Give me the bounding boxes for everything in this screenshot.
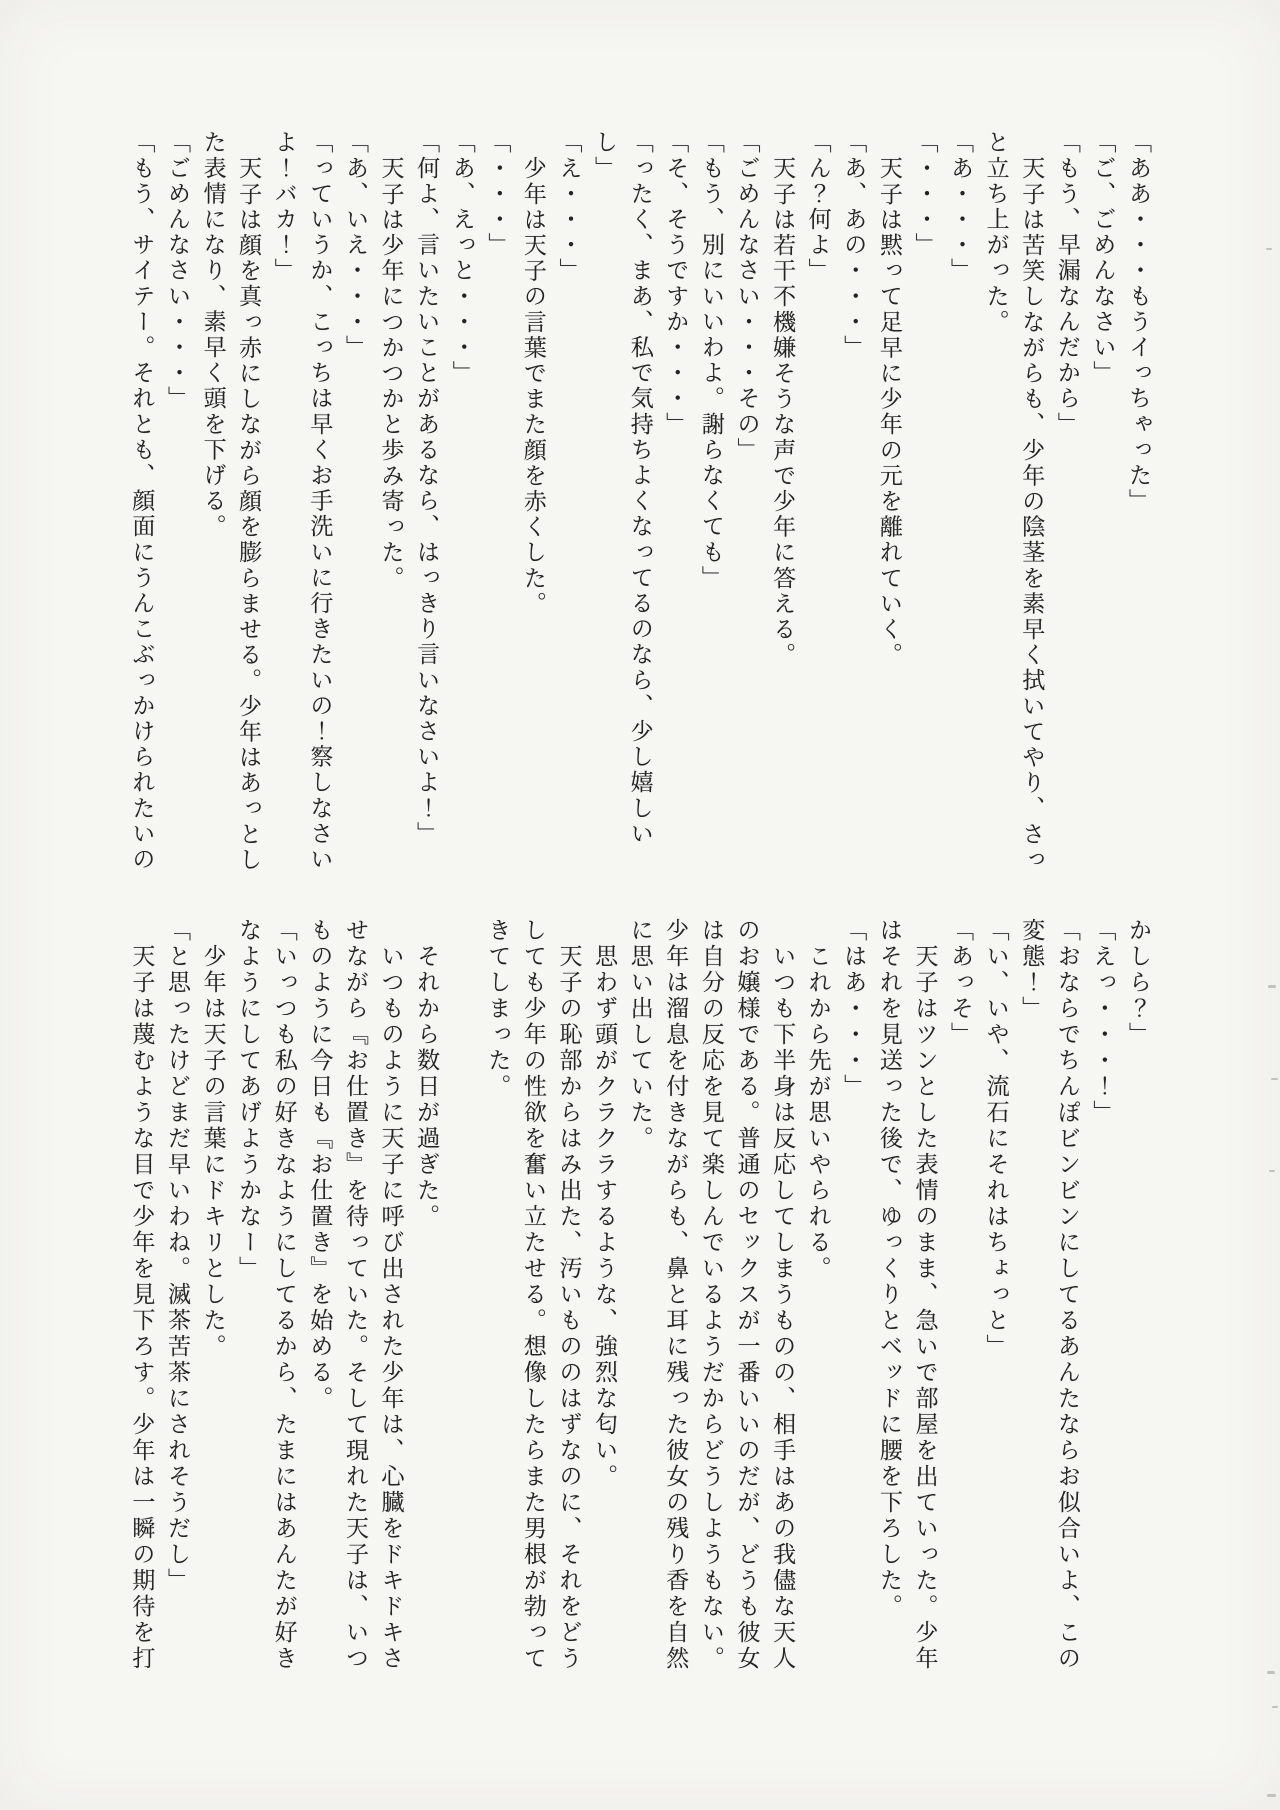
text-column: 少年は溜息を付きながらも、鼻と耳に残った彼女の残り香を自然 <box>663 918 689 1672</box>
text-column: 「ごめんなさい・・・その」 <box>734 130 760 463</box>
text-column: のお嬢様である。普通のセックスが一番いいのだが、どうも彼女 <box>734 918 760 1672</box>
text-column: 天子は黙って足早に少年の元を離れていく。 <box>876 156 902 668</box>
text-column: し」 <box>592 130 618 182</box>
text-column: 「と思ったけどまだ早いわね。滅茶苦茶にされそうだし」 <box>164 918 190 1594</box>
text-column: 「え・・・」 <box>556 130 582 284</box>
text-column: かしら？」 <box>1126 918 1151 1048</box>
text-column: 「・・・」 <box>912 130 938 258</box>
text-column: これから先が思いやられる。 <box>805 944 831 1282</box>
text-column: 「い、いや、流石にそれはちょっと」 <box>983 918 1009 1360</box>
text-column: なようにしてあげようかなー」 <box>236 918 262 1282</box>
text-column: 思わず頭がクラクラするような、強烈な匂い。 <box>592 944 618 1490</box>
text-column: せながら『お仕置き』を待っていた。そして現れた天子は、いつ <box>342 918 368 1672</box>
text-column: 「ごめんなさい・・・」 <box>164 130 190 412</box>
text-column: 「あ、いえ・・・」 <box>342 130 368 361</box>
text-column: 天子は少年につかつかと歩み寄った。 <box>378 156 404 592</box>
text-column: 「はあ・・・」 <box>841 918 867 1100</box>
text-column: た表情になり、素早く頭を下げる。 <box>200 130 226 540</box>
text-row-upper <box>123 130 1156 882</box>
text-column: 「そ、そうですか・・・」 <box>663 130 689 438</box>
text-column: 変態！」 <box>1019 918 1045 1022</box>
text-column: に思い出していた。 <box>627 918 653 1152</box>
text-column: 「もう、別にいいわよ。謝らなくても」 <box>698 130 724 591</box>
text-column: 少年は天子の言葉にドキリとした。 <box>200 944 226 1360</box>
text-column: 「もう、早漏なんだから」 <box>1054 130 1080 438</box>
text-column: 天子はツンとした表情のまま、急いで部屋を出ていった。少年 <box>912 944 938 1672</box>
text-column: しても少年の性欲を奮い立たせる。想像したらまた男根が勃って <box>520 918 546 1672</box>
text-column: いつも下半身は反応してしまうものの、相手はあの我儘な天人 <box>770 944 796 1672</box>
text-column: いつものように天子に呼び出された少年は、心臓をドキドキさ <box>378 944 404 1672</box>
text-row-lower <box>123 918 1156 1682</box>
text-column: ものように今日も『お仕置き』を始める。 <box>307 918 333 1412</box>
text-column: 「えっ・・・！」 <box>1090 918 1116 1126</box>
text-column: 天子は苦笑しながらも、少年の陰茎を素早く拭いてやり、さっ <box>1019 156 1045 873</box>
blank-column <box>444 918 480 1682</box>
text-column: 「あっそ」 <box>948 918 974 1048</box>
text-column: 「いっつも私の好きなようにしてるから、たまにはあんたが好き <box>271 918 297 1672</box>
text-column: はそれを見送った後で、ゆっくりとベッドに腰を下ろした。 <box>876 918 902 1620</box>
text-column: 天子は蔑むような目で少年を見下ろす。少年は一瞬の期待を打 <box>129 944 155 1672</box>
text-column: よ！バカ！」 <box>271 130 297 284</box>
text-column: 「ったく、まあ、私で気持ちよくなってるのなら、少し嬉しい <box>627 130 653 847</box>
text-column: 「あ・・・」 <box>948 130 974 284</box>
text-column: 「あ、えっと・・・」 <box>449 130 475 386</box>
text-column: 「ん？何よ」 <box>805 130 831 284</box>
text-column: 「もう、サイテー。それとも、顔面にうんこぶっかけられたいの <box>129 130 155 873</box>
text-column: 「っていうか、こっちは早くお手洗いに行きたいの！察しなさい <box>307 130 333 873</box>
text-column: と立ち上がった。 <box>983 130 1009 335</box>
text-column: 「あ、あの・・・」 <box>841 130 867 361</box>
text-column: 「おならでちんぽビンビンにしてるあんたならお似合いよ、この <box>1054 918 1080 1672</box>
text-column: は自分の反応を見て楽しんでいるようだからどうしようもない。 <box>698 918 724 1672</box>
text-column: 「ああ・・・もうイっちゃった」 <box>1126 130 1151 514</box>
text-column: 「何よ、言いたいことがあるなら、はっきり言いなさいよ！」 <box>414 130 440 847</box>
text-column: それから数日が過ぎた。 <box>414 944 440 1230</box>
text-column: 「ご、ごめんなさい」 <box>1090 130 1116 386</box>
text-column: 「・・・」 <box>485 130 511 258</box>
text-column: 少年は天子の言葉でまた顔を赤くした。 <box>520 156 546 617</box>
text-column: きてしまった。 <box>485 918 511 1100</box>
text-column: 天子の恥部からはみ出た、汚いもののはずなのに、それをどう <box>556 944 582 1672</box>
text-column: 天子は若干不機嫌そうな声で少年に答える。 <box>770 156 796 668</box>
text-column: 天子は顔を真っ赤にしながら顔を膨らませる。少年はあっとし <box>236 156 262 873</box>
